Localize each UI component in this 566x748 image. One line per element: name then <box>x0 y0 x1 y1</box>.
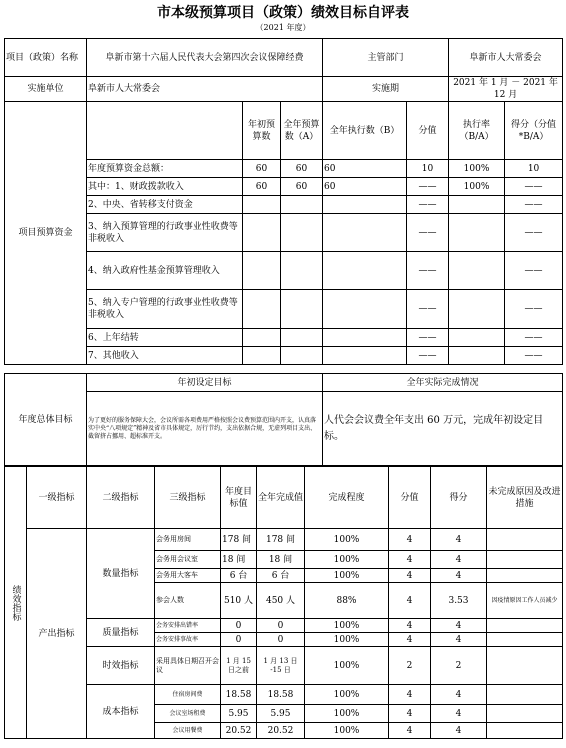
reason-cell <box>487 647 563 685</box>
indicator-name: 会务用房间 <box>155 529 221 551</box>
fund-cell: 10 <box>407 160 449 178</box>
fund-cell: —— <box>505 196 563 214</box>
dept-label: 主管部门 <box>323 39 449 77</box>
degree-cell: 100% <box>305 619 389 633</box>
col-header: 完成程度 <box>305 467 389 529</box>
unit-label: 实施单位 <box>5 77 87 102</box>
reason-cell <box>487 685 563 705</box>
got-cell: 4 <box>431 633 487 647</box>
reason-cell: 因疫情原因工作人员减少 <box>487 583 563 619</box>
funds-table <box>4 38 563 365</box>
got-cell: 4 <box>431 705 487 723</box>
group-quantity: 数量指标 <box>87 529 155 619</box>
group-quality: 质量指标 <box>87 619 155 647</box>
actual-goal-header: 全年实际完成情况 <box>323 374 563 392</box>
degree-cell: 100% <box>305 529 389 551</box>
fund-row-label: 年度预算资金总额： <box>87 160 243 178</box>
degree-cell: 100% <box>305 647 389 685</box>
score-cell: 4 <box>389 551 431 569</box>
got-cell: 4 <box>431 685 487 705</box>
indicator-name: 参会人数 <box>155 583 221 619</box>
actual-cell: 5.95 <box>257 705 305 723</box>
fund-cell <box>243 214 281 252</box>
indicator-name: 会务安排出错率 <box>155 619 221 633</box>
fund-cell: 60 <box>243 160 281 178</box>
col-header: 分值 <box>407 102 449 160</box>
indicator-name: 采用具体日期召开会议 <box>155 647 221 685</box>
fund-cell <box>281 196 323 214</box>
col-header: 分值 <box>389 467 431 529</box>
col-header: 年初预算数 <box>243 102 281 160</box>
fund-cell <box>323 329 407 347</box>
page-title: 市本级预算项目（政策）绩效目标自评表 <box>157 5 409 21</box>
fund-row-label: 3、纳入预算管理的行政事业性收费等非税收入 <box>87 214 243 252</box>
fund-cell <box>243 329 281 347</box>
score-cell: 4 <box>389 569 431 583</box>
reason-cell <box>487 633 563 647</box>
score-cell: 4 <box>389 685 431 705</box>
got-cell: 3.53 <box>431 583 487 619</box>
fund-cell <box>323 196 407 214</box>
fund-cell <box>243 290 281 329</box>
fund-row-label: 5、纳入专户管理的行政事业性收费等非税收入 <box>87 290 243 329</box>
fund-cell: —— <box>407 178 449 196</box>
page-subtitle: （2021 年度） <box>255 23 311 32</box>
col-header: 二级指标 <box>87 467 155 529</box>
fund-cell: —— <box>407 196 449 214</box>
reason-cell <box>487 529 563 551</box>
fund-cell <box>449 214 505 252</box>
fund-cell: —— <box>407 329 449 347</box>
fund-cell <box>449 252 505 290</box>
degree-cell: 100% <box>305 551 389 569</box>
fund-cell: 60 <box>323 178 407 196</box>
got-cell: 4 <box>431 529 487 551</box>
col-header: 三级指标 <box>155 467 221 529</box>
indicator-name: 会议室场租费 <box>155 705 221 723</box>
col-header: 年度目标值 <box>221 467 257 529</box>
goals-section-label: 年度总体目标 <box>5 374 87 466</box>
fund-cell <box>281 329 323 347</box>
fund-cell: 100% <box>449 178 505 196</box>
fund-cell <box>449 329 505 347</box>
target-cell: 0 <box>221 633 257 647</box>
indicator-name: 会议用餐费 <box>155 723 221 739</box>
actual-cell: 178 间 <box>257 529 305 551</box>
indicator-name: 会务安排事故率 <box>155 633 221 647</box>
score-cell: 4 <box>389 633 431 647</box>
indicator-name: 住宿房间费 <box>155 685 221 705</box>
actual-cell: 1 月 13 日 -15 日 <box>257 647 305 685</box>
fund-row-label: 2、中央、省转移支付资金 <box>87 196 243 214</box>
target-cell: 5.95 <box>221 705 257 723</box>
fund-cell <box>281 214 323 252</box>
initial-goal-header: 年初设定目标 <box>87 374 323 392</box>
fund-row-label: 6、上年结转 <box>87 329 243 347</box>
reason-cell <box>487 723 563 739</box>
fund-cell: —— <box>505 290 563 329</box>
fund-cell: 60 <box>323 160 407 178</box>
score-cell: 2 <box>389 647 431 685</box>
actual-cell: 0 <box>257 633 305 647</box>
unit-value: 阜新市人大常委会 <box>87 77 323 102</box>
fund-row-label: 其中：1、财政拨款收入 <box>87 178 243 196</box>
fund-cell: —— <box>505 178 563 196</box>
fund-cell: —— <box>407 214 449 252</box>
reason-cell <box>487 551 563 569</box>
score-cell: 4 <box>389 529 431 551</box>
target-cell: 510 人 <box>221 583 257 619</box>
fund-cell: —— <box>505 329 563 347</box>
got-cell: 2 <box>431 647 487 685</box>
fund-cell: —— <box>407 252 449 290</box>
target-cell: 20.52 <box>221 723 257 739</box>
fund-cell <box>449 290 505 329</box>
fund-cell: 10 <box>505 160 563 178</box>
col-header: 得分 <box>431 467 487 529</box>
fund-cell <box>449 196 505 214</box>
actual-cell: 0 <box>257 619 305 633</box>
fund-cell <box>243 196 281 214</box>
degree-cell: 88% <box>305 583 389 619</box>
reason-cell <box>487 569 563 583</box>
degree-cell: 100% <box>305 569 389 583</box>
project-name-label: 项目（政策）名称 <box>5 39 87 77</box>
period-label: 实施期 <box>323 77 449 102</box>
performance-section-label: 绩效指标 <box>5 467 27 739</box>
score-cell: 4 <box>389 583 431 619</box>
got-cell: 4 <box>431 619 487 633</box>
actual-cell: 20.52 <box>257 723 305 739</box>
degree-cell: 100% <box>305 633 389 647</box>
fund-cell <box>323 347 407 365</box>
col-header: 全年执行数（B） <box>323 102 407 160</box>
dept-value: 阜新市人大常委会 <box>449 39 563 77</box>
got-cell: 4 <box>431 551 487 569</box>
fund-cell <box>281 347 323 365</box>
group-timeliness: 时效指标 <box>87 647 155 685</box>
fund-cell: 60 <box>281 178 323 196</box>
fund-cell <box>323 290 407 329</box>
fund-cell <box>281 252 323 290</box>
col-header: 全年预算数（A） <box>281 102 323 160</box>
reason-cell <box>487 619 563 633</box>
actual-cell: 18.58 <box>257 685 305 705</box>
fund-cell: 60 <box>243 178 281 196</box>
fund-cell <box>243 347 281 365</box>
fund-cell: —— <box>407 347 449 365</box>
fund-cell <box>323 214 407 252</box>
target-cell: 0 <box>221 619 257 633</box>
fund-cell: —— <box>505 252 563 290</box>
col-header: 执行率（B/A） <box>449 102 505 160</box>
fund-row-label: 7、其他收入 <box>87 347 243 365</box>
group-cost: 成本指标 <box>87 685 155 739</box>
funds-section-label: 项目预算资金 <box>5 102 87 365</box>
actual-cell: 6 台 <box>257 569 305 583</box>
col-header: 全年完成值 <box>257 467 305 529</box>
fund-cell: —— <box>505 347 563 365</box>
actual-goal-text: 人代会会议费全年支出 60 万元，完成年初设定目标。 <box>323 392 563 466</box>
reason-cell <box>487 705 563 723</box>
score-cell: 4 <box>389 705 431 723</box>
col-header: 一级指标 <box>27 467 87 529</box>
fund-cell <box>323 252 407 290</box>
target-cell: 18 间 <box>221 551 257 569</box>
score-cell: 4 <box>389 723 431 739</box>
fund-row-label: 4、纳入政府性基金预算管理收入 <box>87 252 243 290</box>
fund-cell: 100% <box>449 160 505 178</box>
actual-cell: 18 间 <box>257 551 305 569</box>
degree-cell: 100% <box>305 685 389 705</box>
fund-cell <box>449 347 505 365</box>
got-cell: 4 <box>431 569 487 583</box>
col-header: 得分（分值*B/A） <box>505 102 563 160</box>
project-name: 阜新市第十六届人民代表大会第四次会议保障经费 <box>87 39 323 77</box>
fund-cell <box>281 290 323 329</box>
degree-cell: 100% <box>305 723 389 739</box>
goals-table <box>4 373 563 466</box>
actual-cell: 450 人 <box>257 583 305 619</box>
performance-table <box>4 466 563 739</box>
degree-cell: 100% <box>305 705 389 723</box>
got-cell: 4 <box>431 723 487 739</box>
target-cell: 6 台 <box>221 569 257 583</box>
level1-output: 产出指标 <box>27 529 87 739</box>
target-cell: 178 间 <box>221 529 257 551</box>
fund-cell <box>243 252 281 290</box>
fund-cell: —— <box>407 290 449 329</box>
initial-goal-text: 为了更好的服务保障大会，会议所需各项费用严格按照会议费预算范围内开支，认真落实中央“八项规定”精神及省市具体规定，厉行节约，支出依据合规，无虚列项目支出、截留挤占挪用、超标准开支。 <box>87 392 323 466</box>
target-cell: 18.58 <box>221 685 257 705</box>
period-value: 2021 年 1 月 － 2021 年 12 月 <box>449 77 563 102</box>
score-cell: 4 <box>389 619 431 633</box>
col-header: 未完成原因及改进措施 <box>487 467 563 529</box>
fund-cell: —— <box>505 214 563 252</box>
indicator-name: 会务用会议室 <box>155 551 221 569</box>
fund-cell: 60 <box>281 160 323 178</box>
target-cell: 1 月 15 日之前 <box>221 647 257 685</box>
indicator-name: 会务用大客车 <box>155 569 221 583</box>
